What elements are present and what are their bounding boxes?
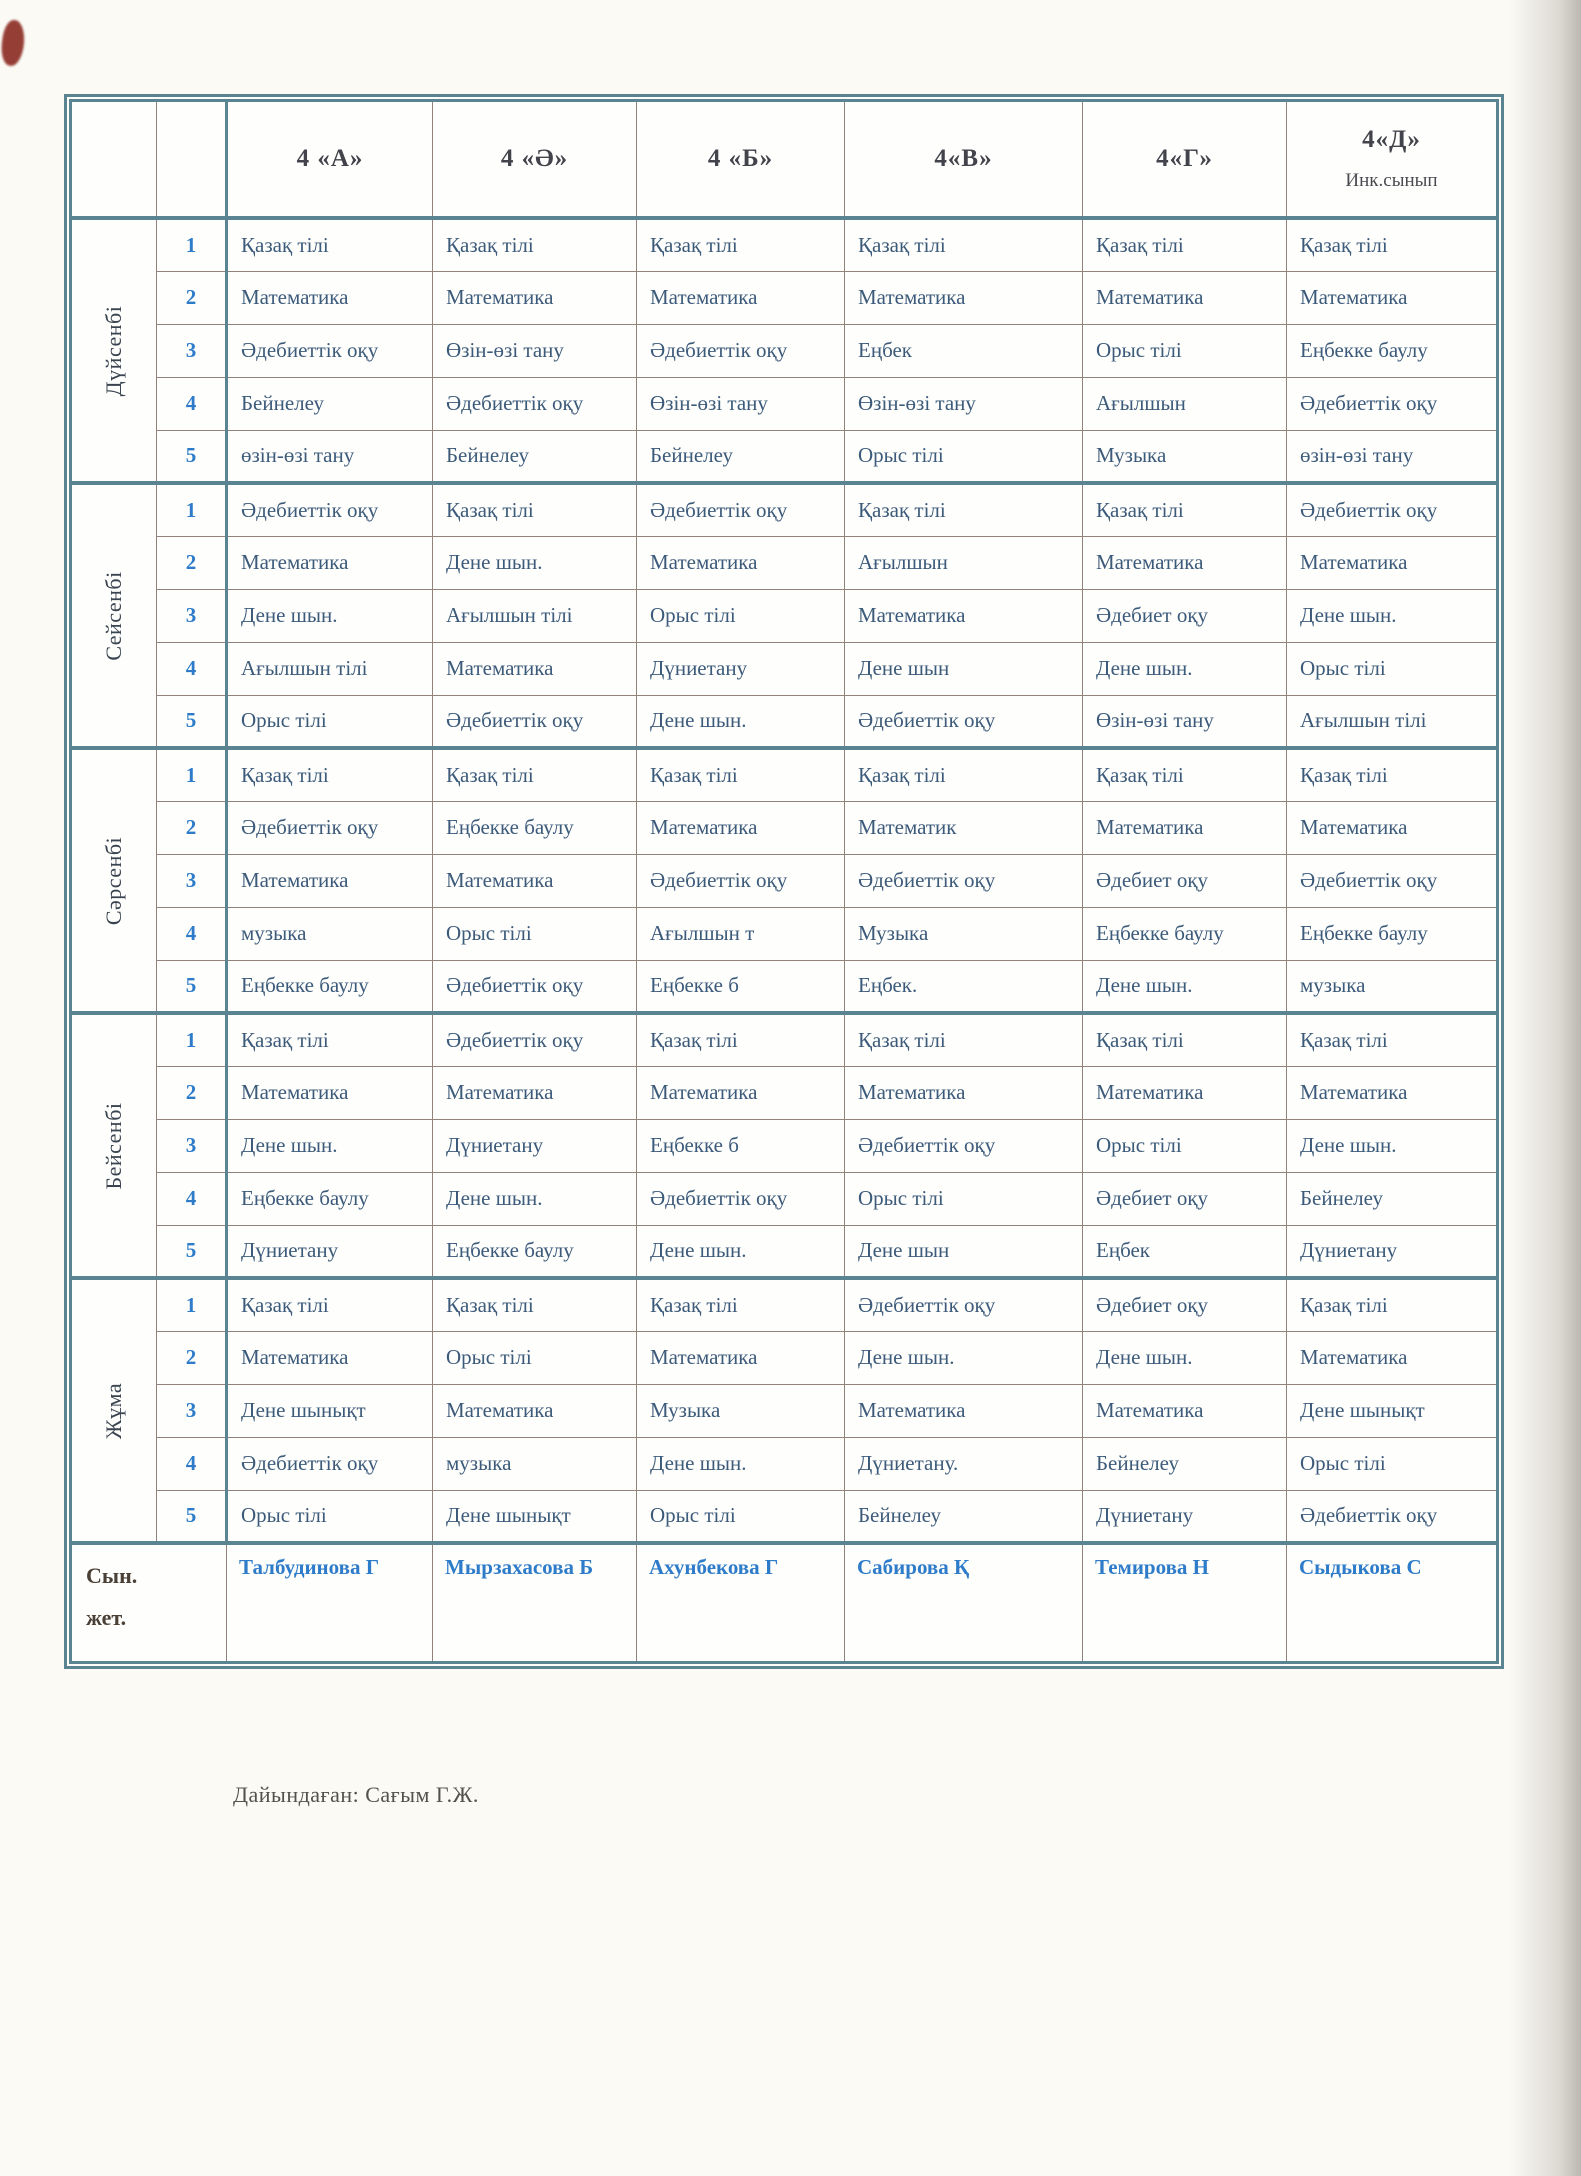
day-label: Дүйсенбі [101, 305, 126, 396]
subject-cell: Математика [433, 854, 637, 907]
subject-cell: Дене шын. [433, 536, 637, 589]
subject-cell: Математика [637, 271, 845, 324]
day-block-thursday [71, 1013, 1498, 1278]
table-row [71, 430, 1498, 483]
teacher-name: Темирова Н [1083, 1543, 1287, 1663]
day-cell [71, 1013, 157, 1278]
subject-cell: Орыс тілі [227, 1490, 433, 1543]
subject-cell: Ағылшын тілі [433, 589, 637, 642]
subject-cell: Дүниетану [433, 1119, 637, 1172]
subject-cell: Әдебиет оқу [1083, 589, 1287, 642]
period-number: 1 [157, 1013, 227, 1066]
period-number: 2 [157, 801, 227, 854]
day-column-header [71, 101, 157, 219]
period-number: 5 [157, 695, 227, 748]
class-header-label: 4«В» [934, 145, 993, 172]
period-number: 5 [157, 1490, 227, 1543]
subject-cell: Математика [227, 854, 433, 907]
subject-cell: Дүниетану [227, 1225, 433, 1278]
teacher-name: Сабирова Қ [845, 1543, 1083, 1663]
subject-cell: Әдебиеттік оқу [433, 1013, 637, 1066]
class-teacher-label [71, 1543, 227, 1663]
scan-artifact-mark [0, 19, 27, 67]
period-number: 3 [157, 1384, 227, 1437]
subject-cell: Еңбекке баулу [227, 1172, 433, 1225]
subject-cell: Қазақ тілі [637, 218, 845, 271]
subject-cell: Математика [637, 1066, 845, 1119]
table-row [71, 642, 1498, 695]
subject-cell: Математика [845, 1384, 1083, 1437]
subject-cell: Музыка [637, 1384, 845, 1437]
subject-cell: Дене шын. [637, 695, 845, 748]
subject-cell: Қазақ тілі [845, 218, 1083, 271]
subject-cell: Дене шын. [845, 1331, 1083, 1384]
subject-cell: музыка [433, 1437, 637, 1490]
teacher-name: Ахунбекова Г [637, 1543, 845, 1663]
period-number: 1 [157, 218, 227, 271]
table-frame [64, 94, 1504, 1669]
prepared-by-note: Дайындаған: Сағым Г.Ж. [233, 1782, 479, 1807]
subject-cell: Бейнелеу [1083, 1437, 1287, 1490]
day-block-friday [71, 1278, 1498, 1543]
subject-cell: Еңбекке б [637, 1119, 845, 1172]
day-block-tuesday [71, 483, 1498, 748]
day-block-wednesday [71, 748, 1498, 1013]
period-number: 4 [157, 377, 227, 430]
subject-cell: Дене шын. [1287, 1119, 1498, 1172]
subject-cell: Математика [433, 271, 637, 324]
subject-cell: Математика [637, 1331, 845, 1384]
subject-cell: Әдебиеттік оқу [1287, 854, 1498, 907]
table-row [71, 271, 1498, 324]
class-teacher-row [71, 1543, 1498, 1663]
subject-cell: Математика [637, 536, 845, 589]
class-header-4b [637, 101, 845, 219]
subject-cell: Қазақ тілі [1083, 218, 1287, 271]
subject-cell: Қазақ тілі [637, 748, 845, 801]
subject-cell: Әдебиеттік оқу [433, 377, 637, 430]
subject-cell: Математика [845, 589, 1083, 642]
subject-cell: Қазақ тілі [1083, 483, 1287, 536]
subject-cell: Дене шын. [637, 1225, 845, 1278]
timetable [69, 99, 1499, 1664]
subject-cell: музыка [1287, 960, 1498, 1013]
period-number: 5 [157, 430, 227, 483]
class-header-label: 4«Д» [1362, 126, 1421, 153]
subject-cell: Математика [1287, 1066, 1498, 1119]
table-row [71, 377, 1498, 430]
subject-cell: Дене шын. [227, 1119, 433, 1172]
class-header-4d [1287, 101, 1498, 219]
table-row [71, 854, 1498, 907]
table-row [71, 748, 1498, 801]
subject-cell: Қазақ тілі [227, 1013, 433, 1066]
subject-cell: Бейнелеу [637, 430, 845, 483]
subject-cell: Орыс тілі [1083, 1119, 1287, 1172]
subject-cell: Дүниетану. [845, 1437, 1083, 1490]
subject-cell: Бейнелеу [227, 377, 433, 430]
subject-cell: өзін-өзі тану [1287, 430, 1498, 483]
day-cell [71, 483, 157, 748]
subject-cell: Қазақ тілі [433, 1278, 637, 1331]
teacher-name: Сыдыкова С [1287, 1543, 1498, 1663]
table-row [71, 1225, 1498, 1278]
subject-cell: Қазақ тілі [1083, 748, 1287, 801]
subject-cell: Еңбекке баулу [1287, 324, 1498, 377]
period-number: 5 [157, 960, 227, 1013]
subject-cell: Әдебиеттік оқу [637, 854, 845, 907]
subject-cell: Әдебиет оқу [1083, 1172, 1287, 1225]
subject-cell: Әдебиеттік оқу [637, 483, 845, 536]
subject-cell: Қазақ тілі [433, 748, 637, 801]
subject-cell: Қазақ тілі [433, 483, 637, 536]
subject-cell: Математика [227, 271, 433, 324]
period-number: 2 [157, 536, 227, 589]
subject-cell: музыка [227, 907, 433, 960]
subject-cell: Қазақ тілі [1287, 1013, 1498, 1066]
subject-cell: Қазақ тілі [637, 1278, 845, 1331]
subject-cell: Еңбек. [845, 960, 1083, 1013]
subject-cell: Дене шынықт [433, 1490, 637, 1543]
day-block-monday [71, 218, 1498, 483]
subject-cell: Ағылшын т [637, 907, 845, 960]
inclusive-class-note: Инк.сынып [1345, 170, 1438, 191]
subject-cell: Музыка [845, 907, 1083, 960]
class-header-4g [1083, 101, 1287, 219]
subject-cell: Орыс тілі [1287, 1437, 1498, 1490]
table-row [71, 589, 1498, 642]
day-label: Сәрсенбі [101, 836, 126, 925]
day-cell [71, 748, 157, 1013]
subject-cell: Орыс тілі [845, 1172, 1083, 1225]
table-row [71, 536, 1498, 589]
subject-cell: Ағылшын [1083, 377, 1287, 430]
period-number: 2 [157, 271, 227, 324]
subject-cell: Ағылшын [845, 536, 1083, 589]
subject-cell: Дүниетану [637, 642, 845, 695]
period-number: 4 [157, 907, 227, 960]
subject-cell: Математика [1083, 1066, 1287, 1119]
table-row [71, 324, 1498, 377]
subject-cell: Әдебиеттік оқу [227, 1437, 433, 1490]
class-header-4ae [433, 101, 637, 219]
class-header-4v [845, 101, 1083, 219]
subject-cell: Дене шын. [433, 1172, 637, 1225]
teacher-name: Талбудинова Г [227, 1543, 433, 1663]
subject-cell: Дүниетану [1287, 1225, 1498, 1278]
subject-cell: Әдебиеттік оқу [433, 695, 637, 748]
subject-cell: Орыс тілі [227, 695, 433, 748]
subject-cell: Әдебиеттік оқу [227, 483, 433, 536]
subject-cell: Өзін-өзі тану [845, 377, 1083, 430]
subject-cell: Математика [1083, 1384, 1287, 1437]
subject-cell: Ағылшын тілі [1287, 695, 1498, 748]
subject-cell: Қазақ тілі [433, 218, 637, 271]
subject-cell: Қазақ тілі [845, 748, 1083, 801]
period-number: 2 [157, 1066, 227, 1119]
subject-cell: Математика [1287, 801, 1498, 854]
subject-cell: Дене шын. [1083, 1331, 1287, 1384]
subject-cell: Әдебиеттік оқу [227, 801, 433, 854]
subject-cell: Әдебиеттік оқу [845, 854, 1083, 907]
class-teacher-row-block [71, 1543, 1498, 1663]
subject-cell: Еңбекке баулу [433, 1225, 637, 1278]
period-number: 2 [157, 1331, 227, 1384]
table-row [71, 695, 1498, 748]
class-header-label: 4 «Ә» [500, 145, 569, 172]
subject-cell: Орыс тілі [637, 1490, 845, 1543]
subject-cell: Әдебиет оқу [1083, 1278, 1287, 1331]
subject-cell: Қазақ тілі [1287, 1278, 1498, 1331]
subject-cell: Ағылшын тілі [227, 642, 433, 695]
subject-cell: Қазақ тілі [1287, 748, 1498, 801]
class-header-4a [227, 101, 433, 219]
day-cell [71, 1278, 157, 1543]
subject-cell: Әдебиеттік оқу [845, 1119, 1083, 1172]
subject-cell: Әдебиеттік оқу [637, 324, 845, 377]
table-row [71, 1490, 1498, 1543]
class-teacher-label-line1: Сын. [86, 1563, 138, 1588]
subject-cell: Дене шынықт [1287, 1384, 1498, 1437]
class-header-label: 4«Г» [1156, 145, 1213, 172]
subject-cell: Математика [1287, 271, 1498, 324]
day-label: Бейсенбі [101, 1101, 126, 1190]
table-row [71, 1437, 1498, 1490]
table-row [71, 1119, 1498, 1172]
subject-cell: Қазақ тілі [1083, 1013, 1287, 1066]
subject-cell: Математик [845, 801, 1083, 854]
class-header-label: 4 «А» [296, 145, 364, 172]
period-column-header [157, 101, 227, 219]
subject-cell: Қазақ тілі [227, 1278, 433, 1331]
subject-cell: Дүниетану [1083, 1490, 1287, 1543]
subject-cell: Қазақ тілі [845, 483, 1083, 536]
subject-cell: Дене шын. [1083, 642, 1287, 695]
subject-cell: Математика [227, 1066, 433, 1119]
period-number: 4 [157, 642, 227, 695]
subject-cell: Математика [1287, 1331, 1498, 1384]
table-row [71, 1331, 1498, 1384]
subject-cell: Бейнелеу [845, 1490, 1083, 1543]
subject-cell: Дене шын [845, 642, 1083, 695]
subject-cell: Әдебиеттік оқу [227, 324, 433, 377]
subject-cell: Еңбекке баулу [1083, 907, 1287, 960]
subject-cell: Еңбекке б [637, 960, 845, 1013]
subject-cell: Дене шын. [227, 589, 433, 642]
subject-cell: Әдебиеттік оқу [433, 960, 637, 1013]
period-number: 1 [157, 748, 227, 801]
subject-cell: Математика [845, 1066, 1083, 1119]
subject-cell: Математика [637, 801, 845, 854]
table-row [71, 907, 1498, 960]
subject-cell: Қазақ тілі [845, 1013, 1083, 1066]
subject-cell: Еңбекке баулу [1287, 907, 1498, 960]
class-teacher-label-line2: жет. [86, 1604, 127, 1630]
subject-cell: Еңбек [1083, 1225, 1287, 1278]
subject-cell: Орыс тілі [1083, 324, 1287, 377]
subject-cell: өзін-өзі тану [227, 430, 433, 483]
table-row [71, 1172, 1498, 1225]
subject-cell: Математика [433, 642, 637, 695]
subject-cell: Музыка [1083, 430, 1287, 483]
period-number: 3 [157, 854, 227, 907]
subject-cell: Қазақ тілі [1287, 218, 1498, 271]
subject-cell: Әдебиеттік оқу [1287, 1490, 1498, 1543]
period-number: 1 [157, 483, 227, 536]
teacher-name: Мырзахасова Б [433, 1543, 637, 1663]
period-number: 1 [157, 1278, 227, 1331]
subject-cell: Өзін-өзі тану [433, 324, 637, 377]
period-number: 4 [157, 1172, 227, 1225]
subject-cell: Математика [1083, 801, 1287, 854]
table-row [71, 218, 1498, 271]
subject-cell: Қазақ тілі [227, 748, 433, 801]
table-row [71, 801, 1498, 854]
subject-cell: Әдебиеттік оқу [1287, 483, 1498, 536]
subject-cell: Орыс тілі [637, 589, 845, 642]
subject-cell: Орыс тілі [845, 430, 1083, 483]
day-label: Жұма [101, 1382, 126, 1439]
subject-cell: Еңбекке баулу [433, 801, 637, 854]
table-row [71, 1278, 1498, 1331]
table-row [71, 483, 1498, 536]
subject-cell: Дене шынықт [227, 1384, 433, 1437]
period-number: 3 [157, 324, 227, 377]
subject-cell: Қазақ тілі [227, 218, 433, 271]
day-cell [71, 218, 157, 483]
subject-cell: Орыс тілі [1287, 642, 1498, 695]
day-label: Сейсенбі [101, 570, 126, 661]
subject-cell: Өзін-өзі тану [1083, 695, 1287, 748]
period-number: 5 [157, 1225, 227, 1278]
subject-cell: Еңбекке баулу [227, 960, 433, 1013]
subject-cell: Қазақ тілі [637, 1013, 845, 1066]
subject-cell: Математика [1083, 271, 1287, 324]
subject-cell: Әдебиеттік оқу [845, 695, 1083, 748]
table-row [71, 1384, 1498, 1437]
subject-cell: Орыс тілі [433, 907, 637, 960]
subject-cell: Математика [227, 1331, 433, 1384]
subject-cell: Еңбек [845, 324, 1083, 377]
scan-edge-shadow [1509, 0, 1581, 2176]
subject-cell: Математика [845, 271, 1083, 324]
table-row [71, 960, 1498, 1013]
subject-cell: Әдебиеттік оқу [1287, 377, 1498, 430]
table-row [71, 1066, 1498, 1119]
subject-cell: Өзін-өзі тану [637, 377, 845, 430]
subject-cell: Бейнелеу [433, 430, 637, 483]
header-row [71, 101, 1498, 219]
subject-cell: Дене шын [845, 1225, 1083, 1278]
subject-cell: Дене шын. [637, 1437, 845, 1490]
subject-cell: Әдебиеттік оқу [637, 1172, 845, 1225]
period-number: 3 [157, 589, 227, 642]
period-number: 4 [157, 1437, 227, 1490]
table-row [71, 1013, 1498, 1066]
subject-cell: Математика [433, 1066, 637, 1119]
subject-cell: Математика [227, 536, 433, 589]
subject-cell: Әдебиеттік оқу [845, 1278, 1083, 1331]
class-header-label: 4 «Б» [707, 145, 774, 172]
subject-cell: Орыс тілі [433, 1331, 637, 1384]
subject-cell: Дене шын. [1083, 960, 1287, 1013]
subject-cell: Әдебиет оқу [1083, 854, 1287, 907]
period-number: 3 [157, 1119, 227, 1172]
subject-cell: Математика [1287, 536, 1498, 589]
subject-cell: Математика [433, 1384, 637, 1437]
subject-cell: Дене шын. [1287, 589, 1498, 642]
subject-cell: Математика [1083, 536, 1287, 589]
subject-cell: Бейнелеу [1287, 1172, 1498, 1225]
